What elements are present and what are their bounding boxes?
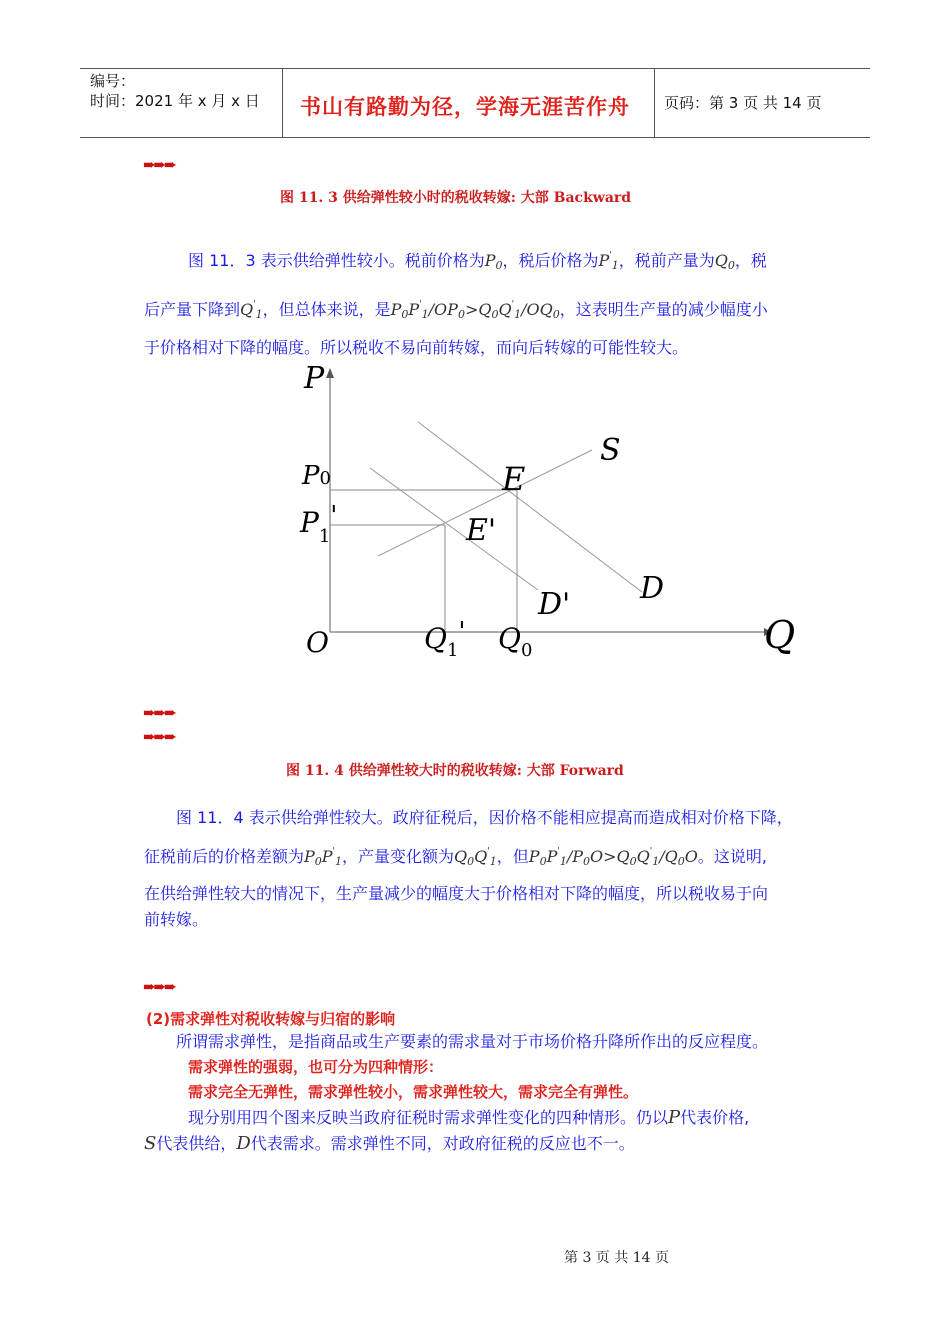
supply-demand-diagram — [290, 360, 810, 670]
section-2-line-1: 所谓需求弹性，是指商品或生产要素的需求量对于市场价格升降所作出的反应程度。 — [176, 1032, 769, 1051]
header-middle-cell — [282, 69, 655, 137]
origin-label-O: O — [306, 626, 329, 659]
axis-label-Q: Q — [764, 613, 796, 657]
section-2-line-2: 需求弹性的强弱，也可分为四种情形： — [188, 1058, 444, 1076]
curve-label-D-prime: D' — [538, 587, 571, 622]
page-header — [80, 68, 870, 138]
header-right-cell — [654, 69, 870, 137]
arrow-bullet-icon: ➨➨➨ — [143, 977, 175, 996]
tick-label-P1: $P_1'$ — [300, 501, 338, 547]
serial-label: 编号： — [90, 72, 136, 90]
point-label-E-prime: E' — [466, 513, 497, 548]
header-left-cell — [80, 69, 283, 137]
paragraph-2-line-3: 在供给弹性较大的情况下，生产量减少的幅度大于价格相对下降的幅度，所以税收易于向 — [144, 884, 769, 903]
section-2-line-3: 需求完全无弹性，需求弹性较小，需求弹性较大，需求完全有弹性。 — [188, 1083, 639, 1101]
page-footer: 第 3 页 共 14 页 — [564, 1250, 669, 1266]
arrow-bullet-icon: ➨➨➨ — [143, 155, 175, 174]
paragraph-1-line-2: 后产量下降到$Q'_1$，但总体来说，是$P_0P'_1/OP_0>Q_0Q'_1/OQ_0$，这表明生产量的减少幅度小 — [144, 300, 768, 321]
section-2-line-4: 现分别用四个图来反映当政府征税时需求弹性变化的四种情形。仍以P代表价格, — [188, 1107, 750, 1128]
paragraph-1-line-1: 图 11．3 表示供给弹性较小。税前价格为$P_0$，税后价格为$P'_1$，税前产量为$Q_0$，税 — [188, 251, 767, 272]
arrow-bullet-icon: ➨➨➨ — [143, 727, 175, 746]
section-heading-demand-elasticity: (2)需求弹性对税收转嫁与归宿的影响 — [146, 1010, 396, 1028]
curve-label-D: D — [640, 571, 665, 606]
page-info: 页码：第 3 页 共 14 页 — [664, 94, 822, 112]
paragraph-2-line-2: 征税前后的价格差额为$P_0P'_1$，产量变化额为$Q_0Q'_1$，但$P_0P'_1/P_0O>Q_0Q'_1/Q_0O$。这说明, — [144, 847, 767, 868]
paragraph-2-line-4: 前转嫁。 — [144, 910, 209, 929]
header-motto: 书山有路勤为径，学海无涯苦作舟 — [300, 95, 630, 119]
section-2-line-5: S代表供给，D代表需求。需求弹性不同，对政府征税的反应也不一。 — [144, 1133, 635, 1154]
figure-caption-11-4: 图 11. 4 供给弹性较大时的税收转嫁: 大部 Forward — [286, 763, 624, 779]
axis-label-P: P — [304, 361, 325, 396]
y-axis-arrow-icon — [326, 368, 334, 378]
tick-label-Q0: $Q_0$ — [498, 622, 533, 661]
curve-label-S: S — [600, 433, 621, 468]
paragraph-2-line-1: 图 11．4 表示供给弹性较大。政府征税后，因价格不能相应提高而造成相对价格下降， — [176, 808, 793, 827]
paragraph-1-line-3: 于价格相对下降的幅度。所以税收不易向前转嫁，而向后转嫁的可能性较大。 — [144, 338, 689, 357]
tick-label-Q1: $Q_1'$ — [424, 617, 466, 661]
tick-label-P0: P0 — [302, 461, 331, 491]
point-label-E: E — [502, 460, 526, 498]
arrow-bullet-icon: ➨➨➨ — [143, 703, 175, 722]
date-label: 时间：2021 年 x 月 x 日 — [90, 92, 260, 110]
figure-caption-11-3: 图 11. 3 供给弹性较小时的税收转嫁: 大部 Backward — [280, 190, 632, 206]
